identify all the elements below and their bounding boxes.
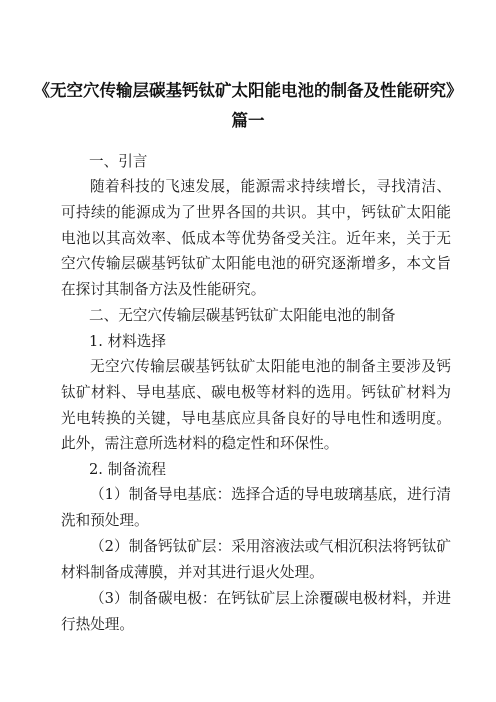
section-heading-introduction: 一、引言 <box>89 153 148 170</box>
document-subtitle: 篇一 <box>231 111 265 130</box>
list-item-step-1: （1）制备导电基底：选择合适的导电玻璃基底，进行清洗和预处理。 <box>61 486 451 529</box>
list-item-step-3: （3）制备碳电极：在钙钛矿层上涂覆碳电极材料，并进行热处理。 <box>61 590 451 633</box>
subsection-heading-process: 2. 制备流程 <box>89 461 166 478</box>
subsection-heading-materials: 1. 材料选择 <box>89 333 166 350</box>
paragraph-materials: 无空穴传输层碳基钙钛矿太阳能电池的制备主要涉及钙钛矿材料、导电基底、碳电极等材料的选用。钙钛矿材料为光电转换的关键，导电基底应具备良好的导电性和透明度。此外，需注意所选材料的稳定性和环保性。 <box>61 358 451 453</box>
document-title: 《无空穴传输层碳基钙钛矿太阳能电池的制备及性能研究》 <box>33 81 463 100</box>
paragraph-introduction: 随着科技的飞速发展，能源需求持续增长，寻找清洁、可持续的能源成为了世界各国的共识。其中，钙钛矿太阳能电池以其高效率、低成本等优势备受关注。近年来，关于无空穴传输层碳基钙钛矿太阳能电池的研究逐渐增多，本文旨在探讨其制备方法及性能研究。 <box>61 178 451 299</box>
list-item-step-2: （2）制备钙钛矿层：采用溶液法或气相沉积法将钙钛矿材料制备成薄膜，并对其进行退火处理。 <box>61 538 451 581</box>
section-heading-preparation: 二、无空穴传输层碳基钙钛矿太阳能电池的制备 <box>89 307 396 324</box>
